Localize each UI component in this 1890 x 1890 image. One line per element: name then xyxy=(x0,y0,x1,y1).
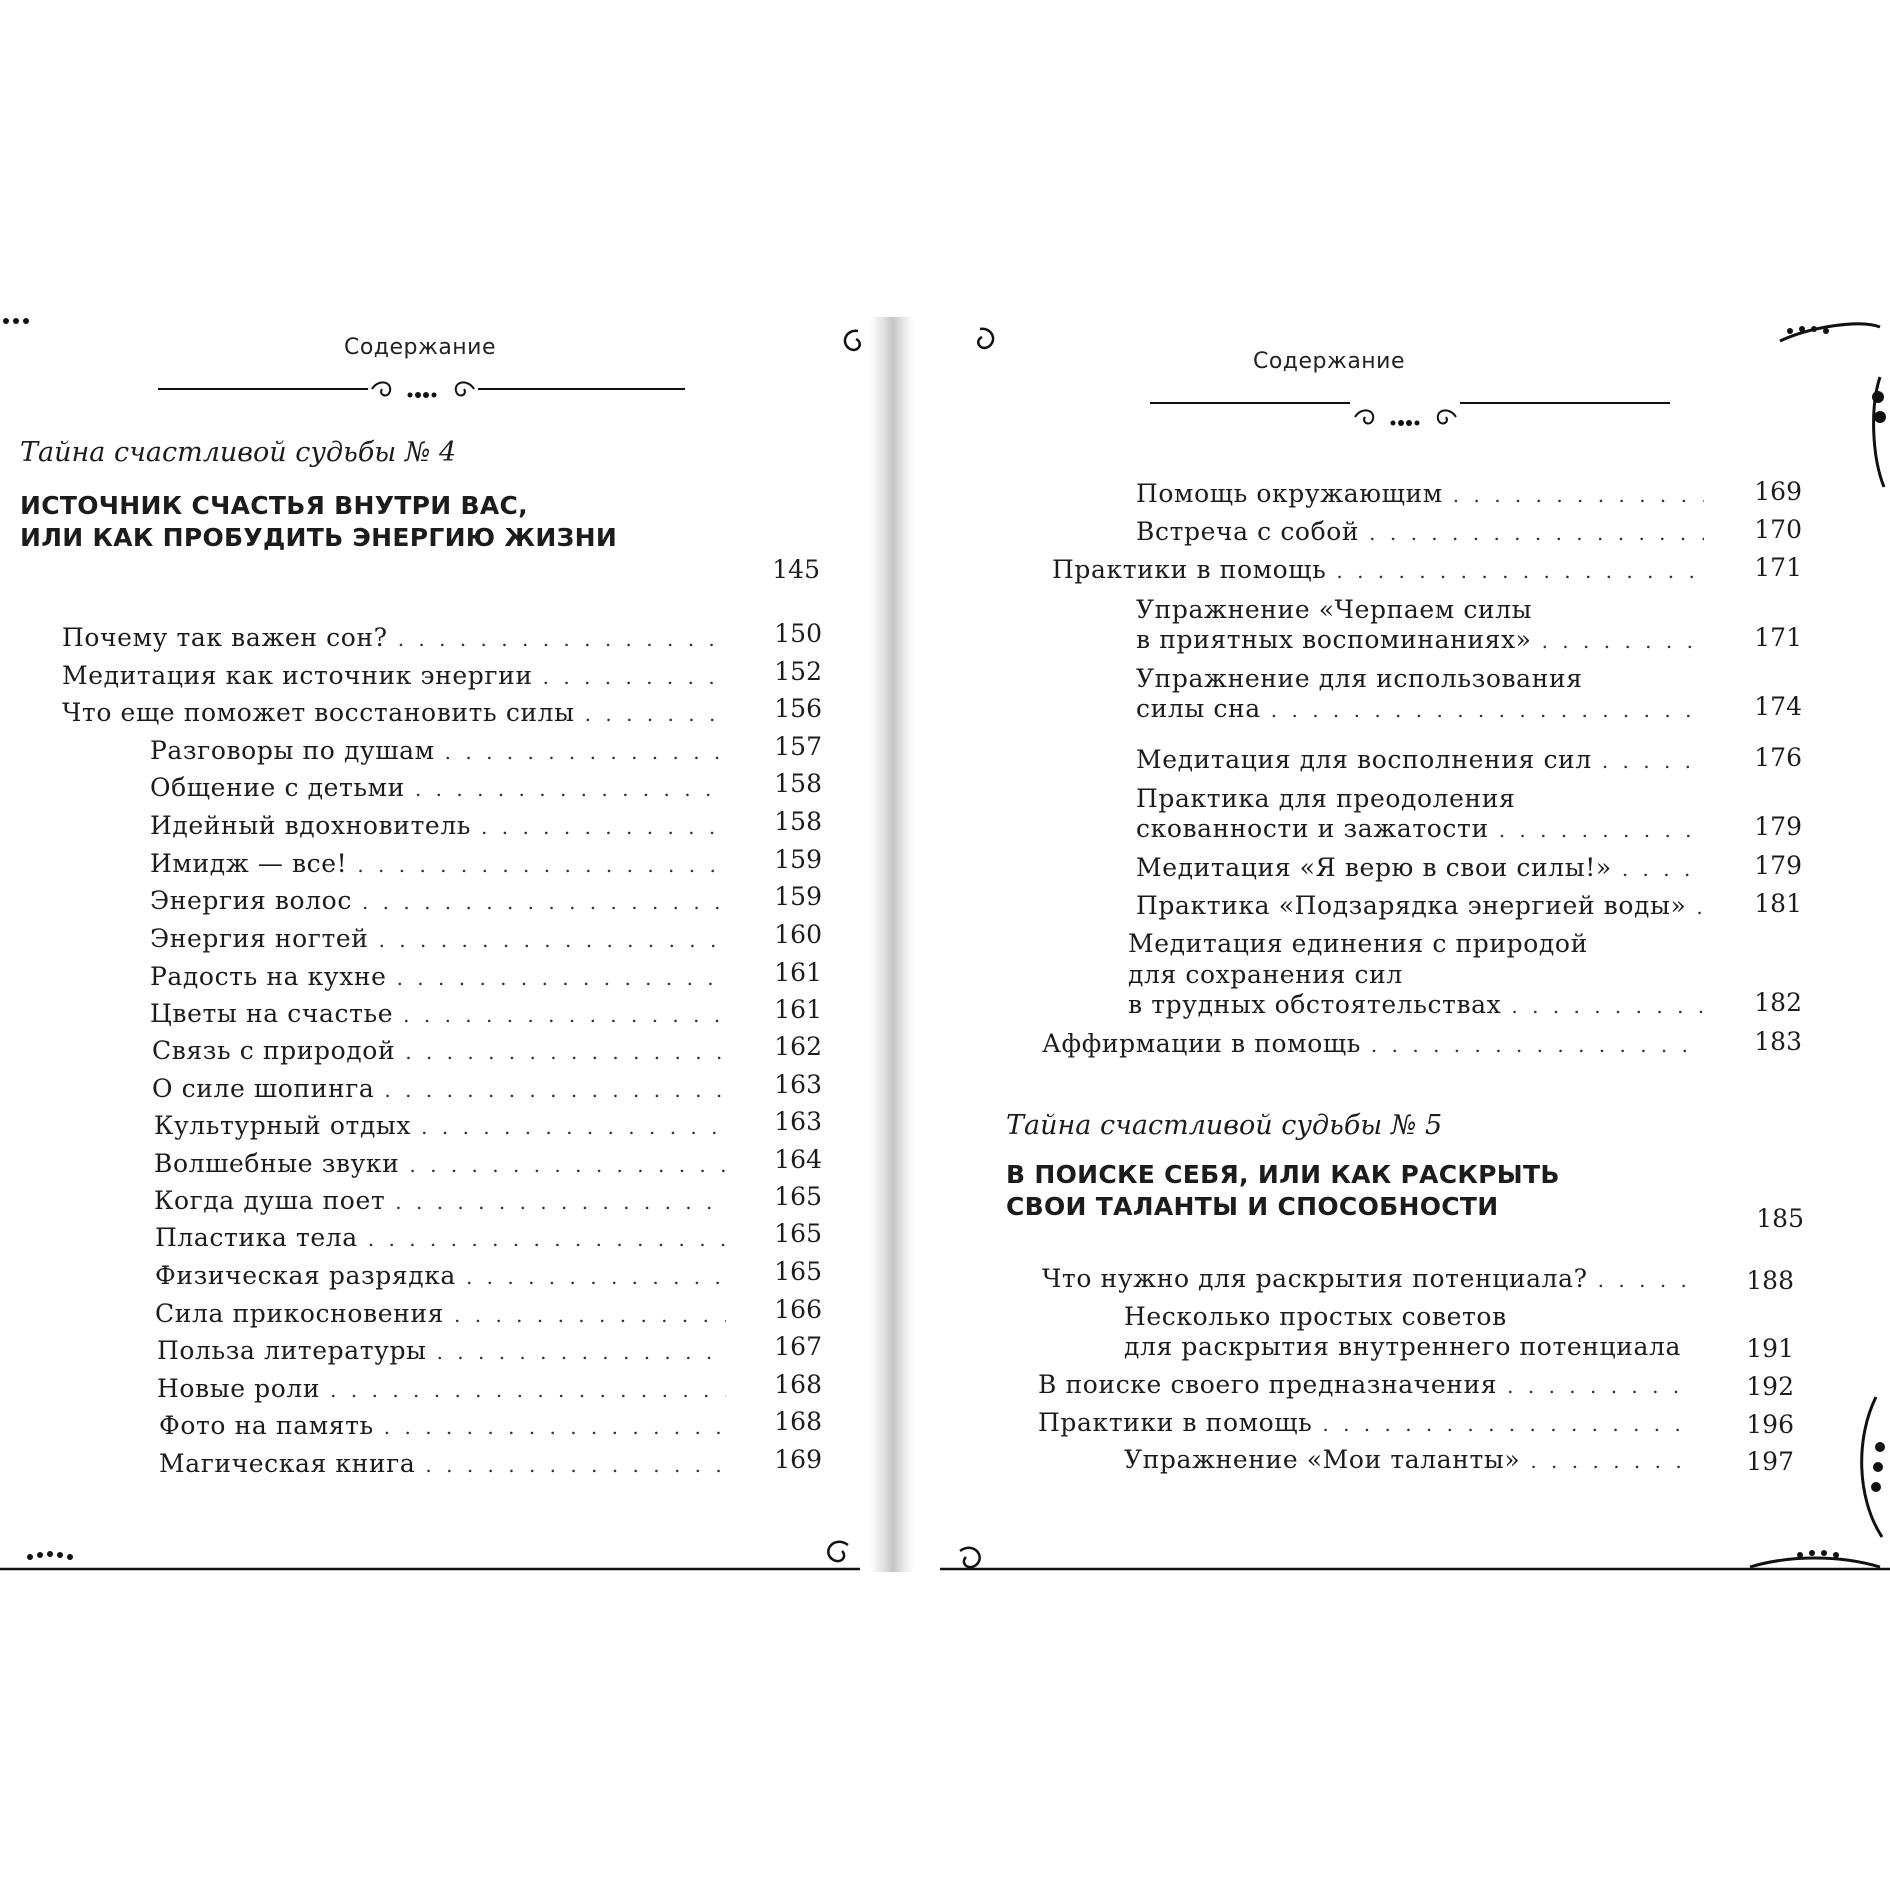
toc-entry-title: Помощь окружающим xyxy=(1136,479,1443,508)
toc-page-number: 169 xyxy=(1754,477,1802,506)
toc-entry-title: Почему так важен сон? xyxy=(62,623,388,652)
toc-entry-title: Волшебные звуки xyxy=(154,1149,400,1178)
toc-page-number: 158 xyxy=(774,769,822,798)
toc-entry-title: Пластика тела xyxy=(155,1223,358,1252)
toc-entry-title-line: Упражнение «Черпаем силы xyxy=(1136,595,1533,624)
toc-page-number: 162 xyxy=(774,1032,822,1061)
toc-page-number: 163 xyxy=(774,1070,822,1099)
toc-entry-title: Фото на память xyxy=(159,1411,374,1440)
toc-entry-title: в трудных обстоятельствах xyxy=(1128,990,1502,1019)
toc-page-number: 165 xyxy=(774,1257,822,1286)
toc-entry-title-line: Медитация единения с природой xyxy=(1128,929,1588,958)
toc-page-number: 188 xyxy=(1746,1266,1794,1295)
toc-entry-title: Идейный вдохновитель xyxy=(150,811,472,840)
toc-page-number: 179 xyxy=(1754,812,1802,841)
toc-entry-title: Цветы на счастье xyxy=(150,999,394,1028)
toc-page-number: 160 xyxy=(774,920,822,949)
chapter-line-2: СВОИ ТАЛАНТЫ И СПОСОБНОСТИ xyxy=(1006,1192,1499,1221)
toc-page-number: 197 xyxy=(1746,1447,1794,1476)
toc-page-number: 166 xyxy=(774,1295,822,1324)
toc-entry-title: Общение с детьми xyxy=(150,773,405,802)
toc-page-number: 171 xyxy=(1754,623,1802,652)
toc-entry-title: Физическая разрядка xyxy=(155,1261,456,1290)
toc-page-number: 152 xyxy=(774,657,822,686)
toc-entry-title: Медитация для восполнения сил xyxy=(1136,745,1592,774)
toc-entry-title: Медитация «Я верю в свои силы!» xyxy=(1136,853,1612,882)
toc-page-number: 159 xyxy=(774,845,822,874)
toc-page-number: 170 xyxy=(1754,515,1802,544)
toc-entry-title: В поиске своего предназначения xyxy=(1038,1370,1498,1399)
toc-entry-title: Практики в помощь xyxy=(1038,1408,1313,1437)
secret-title: Тайна счастливой судьбы № 4 xyxy=(20,437,457,468)
toc-entry-title: Практики в помощь xyxy=(1052,555,1327,584)
swirl-icon xyxy=(960,1548,980,1567)
toc-page-number: 183 xyxy=(1754,1027,1802,1056)
toc-page-number: 168 xyxy=(774,1370,822,1399)
page-ornaments xyxy=(0,317,1890,1572)
toc-page-number: 169 xyxy=(774,1445,822,1474)
toc-page-number: 179 xyxy=(1754,851,1802,880)
toc-page-number: 161 xyxy=(774,995,822,1024)
toc-entry-title: Энергия ногтей xyxy=(150,924,369,953)
toc-entry-title: Медитация как источник энергии xyxy=(62,661,533,690)
chapter-line-1: В ПОИСКЕ СЕБЯ, ИЛИ КАК РАСКРЫТЬ xyxy=(1006,1160,1560,1189)
corner-flourish-icon xyxy=(1750,1558,1880,1567)
toc-page-number: 176 xyxy=(1754,743,1802,772)
toc-entry-title: Радость на кухне xyxy=(150,962,387,991)
toc-entry-title-line: Практика для преодоления xyxy=(1136,784,1516,813)
chapter-page-number: 185 xyxy=(1756,1204,1804,1233)
toc-page-number: 158 xyxy=(774,807,822,836)
toc-page-number: 165 xyxy=(774,1219,822,1248)
toc-page-number: 168 xyxy=(774,1407,822,1436)
toc-page-number: 196 xyxy=(1746,1410,1794,1439)
toc-page-number: 181 xyxy=(1754,889,1802,918)
toc-page-number: 161 xyxy=(774,958,822,987)
toc-entry-title: Магическая книга xyxy=(159,1449,416,1478)
toc-entry-title-line: для сохранения сил xyxy=(1128,960,1403,989)
swirl-icon xyxy=(828,1542,848,1561)
toc-entry-title-line: Упражнение для использования xyxy=(1136,664,1583,693)
toc-page-number: 182 xyxy=(1754,988,1802,1017)
page-header: Содержание xyxy=(1252,349,1406,374)
toc-entry-title: Что еще поможет восстановить силы xyxy=(62,698,575,727)
toc-page-number: 171 xyxy=(1754,553,1802,582)
toc-entry-title: Новые роли xyxy=(157,1374,321,1403)
toc-page-number: 191 xyxy=(1746,1334,1794,1363)
toc-page-number: 167 xyxy=(774,1332,822,1361)
toc-entry-title: Энергия волос xyxy=(150,886,352,915)
toc-entry-title: Что нужно для раскрытия потенциала? xyxy=(1042,1264,1588,1293)
toc-entry-title: Аффирмации в помощь xyxy=(1042,1029,1361,1058)
toc-page-number: 156 xyxy=(774,694,822,723)
corner-flourish-icon xyxy=(1780,324,1880,341)
toc-entry-title: Разговоры по душам xyxy=(150,736,435,765)
swirl-icon xyxy=(845,331,860,350)
swirl-icon xyxy=(1355,410,1373,423)
toc-entry-title: Культурный отдых xyxy=(154,1111,412,1140)
toc-entry-title: Сила прикосновения xyxy=(155,1299,445,1328)
book-spread xyxy=(0,317,1890,1572)
toc-entry-title: Практика «Подзарядка энергией воды» xyxy=(1136,891,1687,920)
toc-entry-title: силы сна xyxy=(1136,694,1261,723)
toc-page-number: 163 xyxy=(774,1107,822,1136)
toc-page-number: 164 xyxy=(774,1145,822,1174)
toc-entry-title: скованности и зажатости xyxy=(1136,814,1489,843)
toc-entry-title: Связь с природой xyxy=(152,1036,396,1065)
toc-entry-title: в приятных воспоминаниях» xyxy=(1136,625,1532,654)
swirl-icon xyxy=(1438,410,1456,423)
toc-page-number: 174 xyxy=(1754,692,1802,721)
toc-page-number: 165 xyxy=(774,1182,822,1211)
swirl-icon xyxy=(372,382,390,395)
toc-entry-title: О силе шопинга xyxy=(152,1074,375,1103)
toc-entry-title: Польза литературы xyxy=(157,1336,427,1365)
swirl-icon xyxy=(978,329,993,348)
secret-title: Тайна счастливой судьбы № 5 xyxy=(1006,1110,1443,1141)
toc-entry-title: для раскрытия внутреннего потенциала xyxy=(1124,1332,1681,1361)
toc-entry-title: Упражнение «Мои таланты» xyxy=(1124,1445,1521,1474)
toc-entry-title-line: Несколько простых советов xyxy=(1124,1302,1507,1331)
chapter-line-1: ИСТОЧНИК СЧАСТЬЯ ВНУТРИ ВАС, xyxy=(20,491,528,520)
swirl-icon xyxy=(456,382,474,395)
chapter-line-2: ИЛИ КАК ПРОБУДИТЬ ЭНЕРГИЮ ЖИЗНИ xyxy=(20,523,618,552)
toc-entry-title: Встреча с собой xyxy=(1136,517,1360,546)
toc-page-number: 159 xyxy=(774,882,822,911)
toc-page-number: 192 xyxy=(1746,1372,1794,1401)
page-header: Содержание xyxy=(343,335,497,360)
toc-entry-title: Когда душа поет xyxy=(154,1186,386,1215)
toc-page-number: 150 xyxy=(774,619,822,648)
chapter-page-number: 145 xyxy=(772,555,820,584)
toc-page-number: 157 xyxy=(774,732,822,761)
toc-entry-title: Имидж — все! xyxy=(150,849,348,878)
